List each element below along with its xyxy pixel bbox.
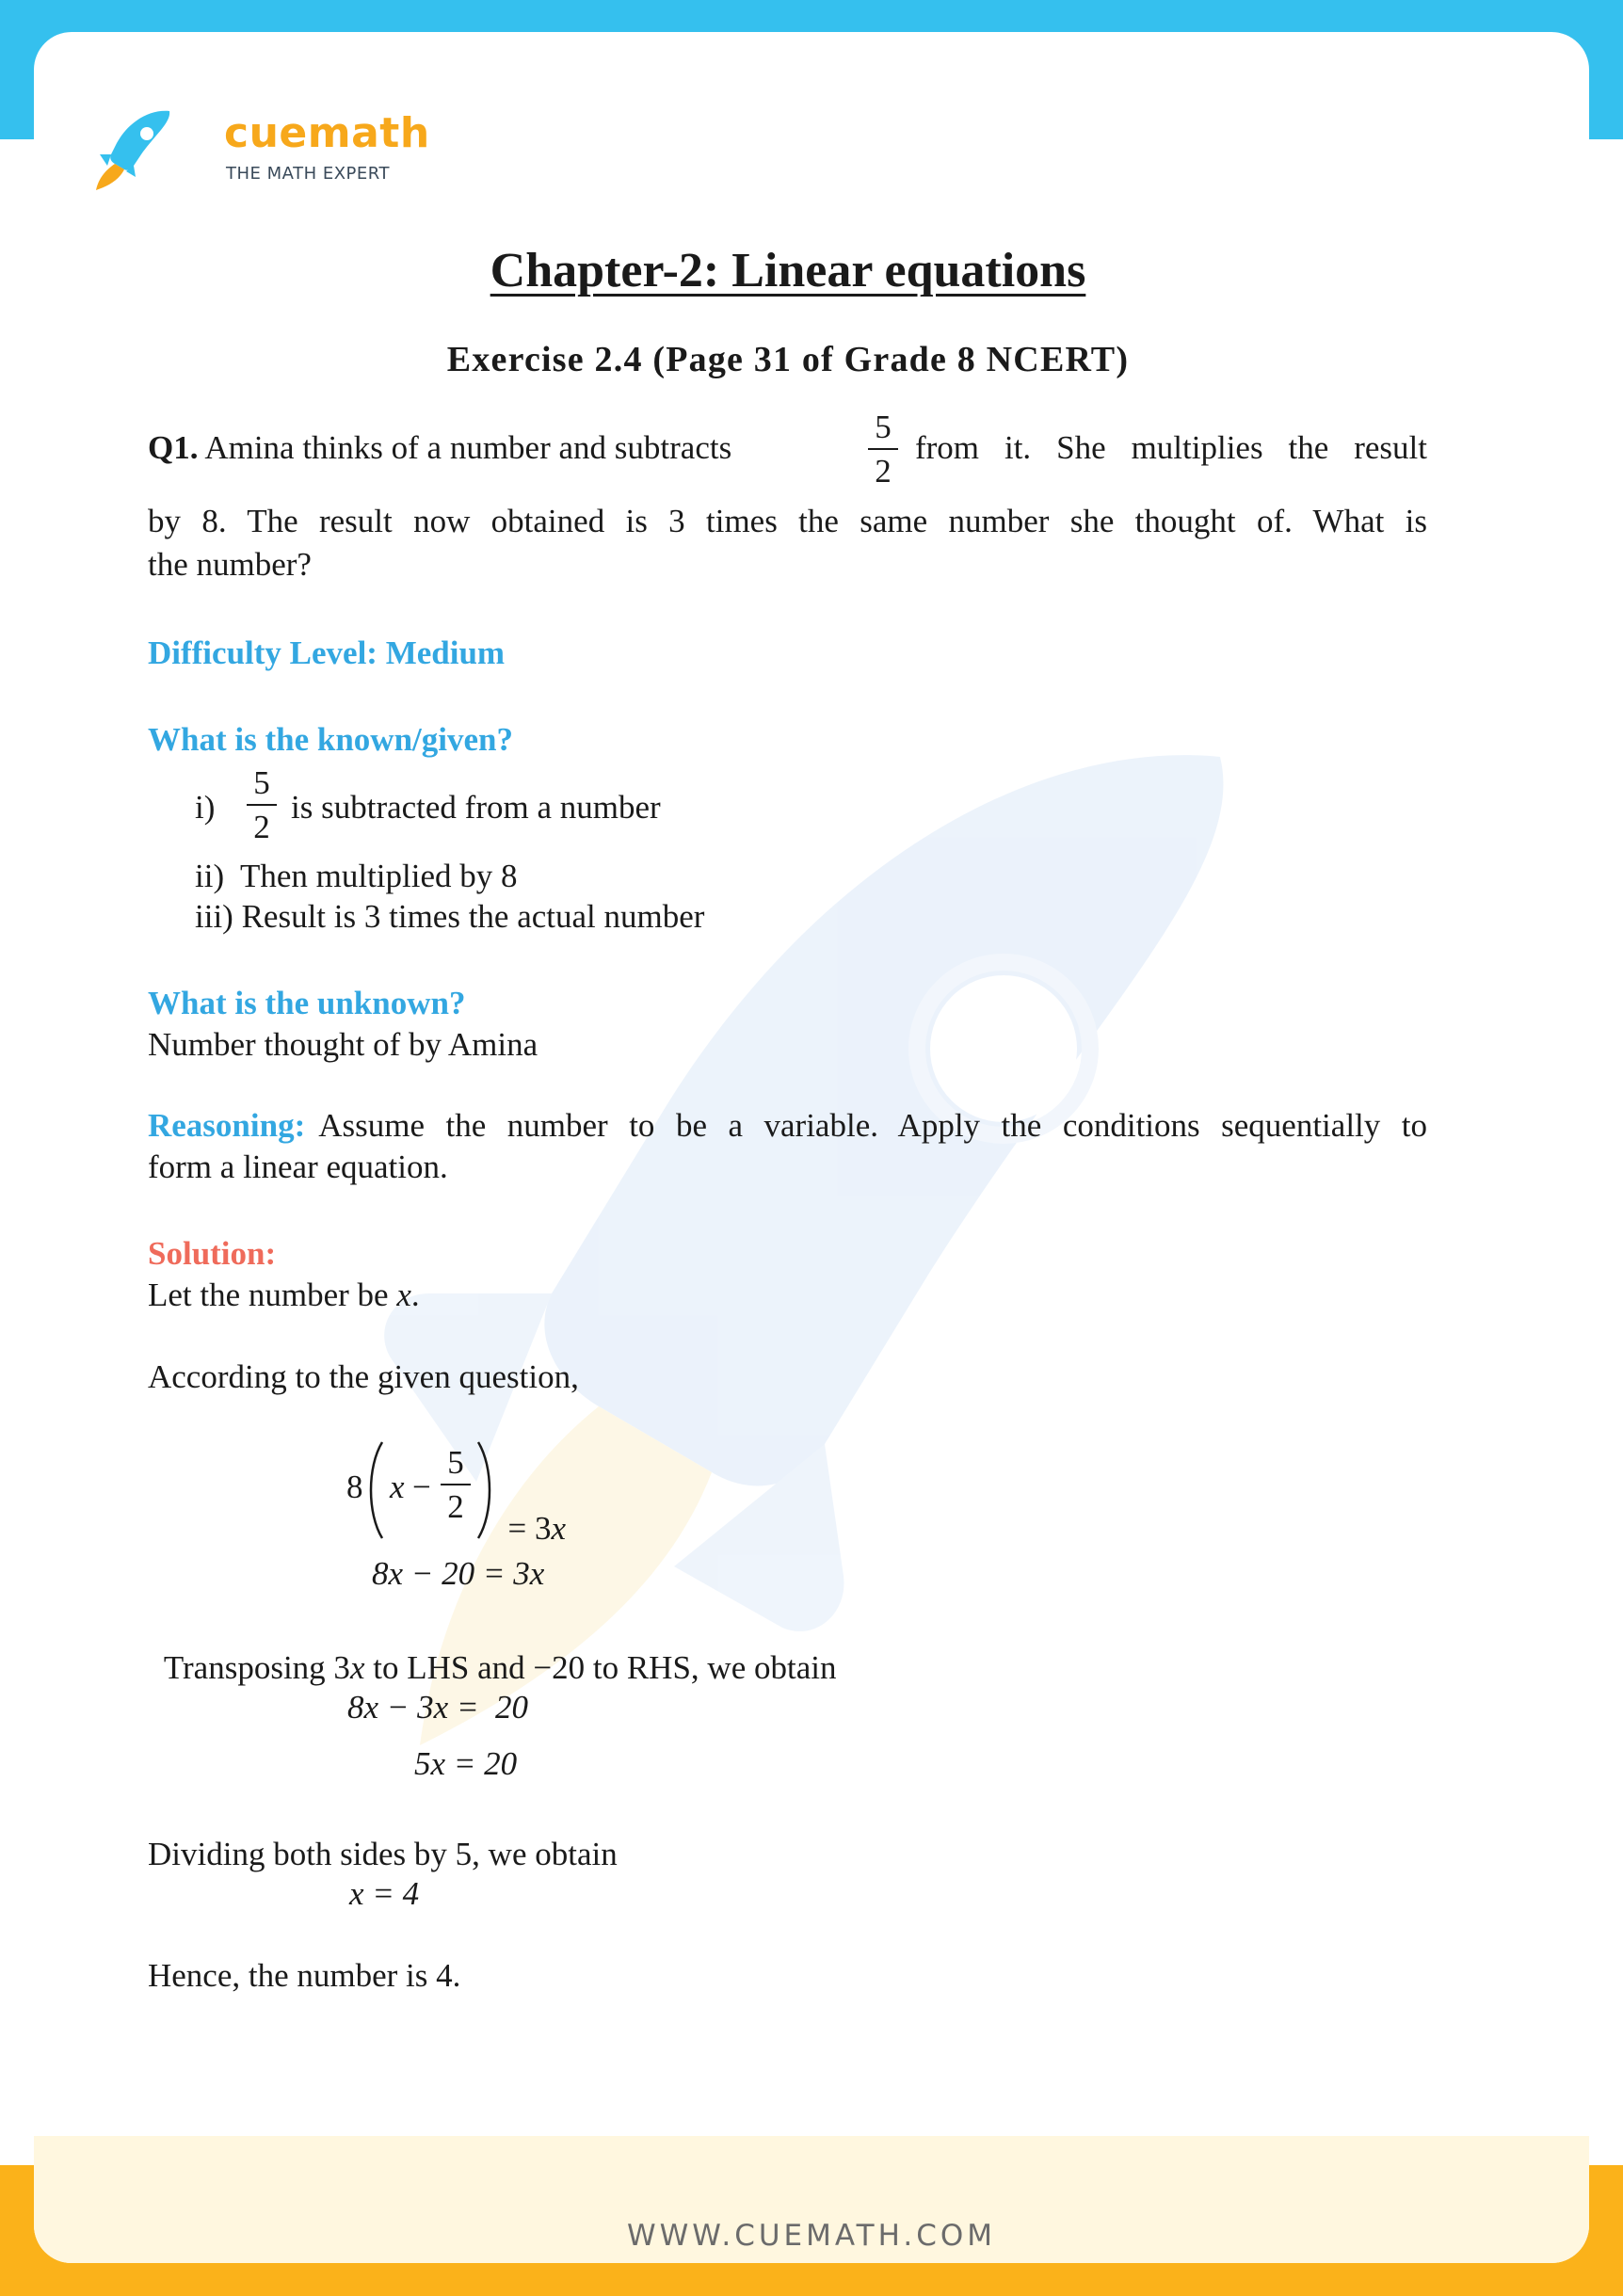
let-variable: x [396,1276,411,1313]
equation-3: 8x − 3x = 20 [347,1689,529,1726]
question-line-1 [148,427,731,469]
eq1-rhs [491,1467,566,1549]
solution-let-line [148,1275,420,1316]
logo-wordmark: cuemath [224,109,430,157]
rocket-logo-icon [90,105,181,190]
cuemath-logo [124,105,430,190]
reasoning-text-1: Assume the number to be a variable. Apply the conditions sequentially to [318,1107,1427,1144]
exercise-subtitle: Exercise 2.4 (Page 31 of Grade 8 NCERT) [446,340,1130,379]
equation-2: 8x − 20 = 3x [372,1555,545,1592]
transposing-line [148,1606,836,1689]
logo-tagline: THE MATH EXPERT [226,164,390,184]
known-item-1-marker: i) [195,789,216,826]
eq1-frac-denominator: 2 [447,1488,464,1525]
fraction-bar [247,804,277,806]
reasoning-line-1 [148,1105,1427,1147]
difficulty-level: Difficulty Level: Medium [148,634,506,671]
eq1-fraction [437,1444,474,1526]
question-line-2: by 8. The result now obtained is 3 times the same number she thought of. What is [148,503,1427,539]
eq1-coefficient: 8 [346,1469,363,1505]
according-line: According to the given question, [148,1358,579,1395]
eq1-rhs-variable: x [551,1510,567,1547]
question-text-after: from it. She multiplies the result [915,429,1427,466]
eq1-rhs-text: = 3 [507,1510,552,1547]
footer-website: WWW.CUEMATH.COM [626,2219,997,2253]
transposing-text-b: to LHS and −20 to RHS, we obtain [364,1649,837,1686]
question-label: Q1. [148,429,199,466]
equation-4: 5x = 20 [414,1745,518,1782]
solution-label: Solution: [148,1235,277,1272]
question-frac-denominator: 2 [875,453,892,490]
known-frac-numerator: 5 [253,764,270,801]
known-item-1-text: is subtracted from a number [291,789,661,826]
eq1-variable: x [390,1469,405,1505]
page-title [0,243,1576,298]
known-item-1-fraction [243,764,281,846]
fraction-bar [441,1484,471,1485]
dividing-line: Dividing both sides by 5, we obtain [148,1836,618,1872]
reasoning-line-2: form a linear equation. [148,1148,448,1185]
known-item-2: ii) Then multiplied by 8 [195,858,518,894]
question-text-before: Amina thinks of a number and subtracts [204,429,732,466]
let-text: Let the number be [148,1276,389,1313]
question-frac-numerator: 5 [875,409,892,445]
eq1-frac-numerator: 5 [447,1444,464,1481]
question-fraction [864,409,902,490]
known-frac-denominator: 2 [253,809,270,845]
unknown-text: Number thought of by Amina [148,1026,538,1063]
transposing-variable: x [349,1649,365,1686]
page-title-text: Chapter-2: Linear equations [490,244,1086,297]
known-heading: What is the known/given? [148,721,513,758]
conclusion-line: Hence, the number is 4. [148,1957,461,1994]
question-line-3: the number? [148,546,312,583]
fraction-bar [868,448,898,450]
known-item-3: iii) Result is 3 times the actual number [195,898,705,935]
transposing-text-a: Transposing 3 [163,1649,350,1686]
eq1-minus: − [412,1469,431,1505]
equation-5: x = 4 [349,1875,420,1912]
eq1-left-paren [363,1438,386,1542]
unknown-heading: What is the unknown? [148,985,466,1021]
reasoning-label: Reasoning: [148,1107,306,1144]
let-period: . [410,1276,420,1313]
